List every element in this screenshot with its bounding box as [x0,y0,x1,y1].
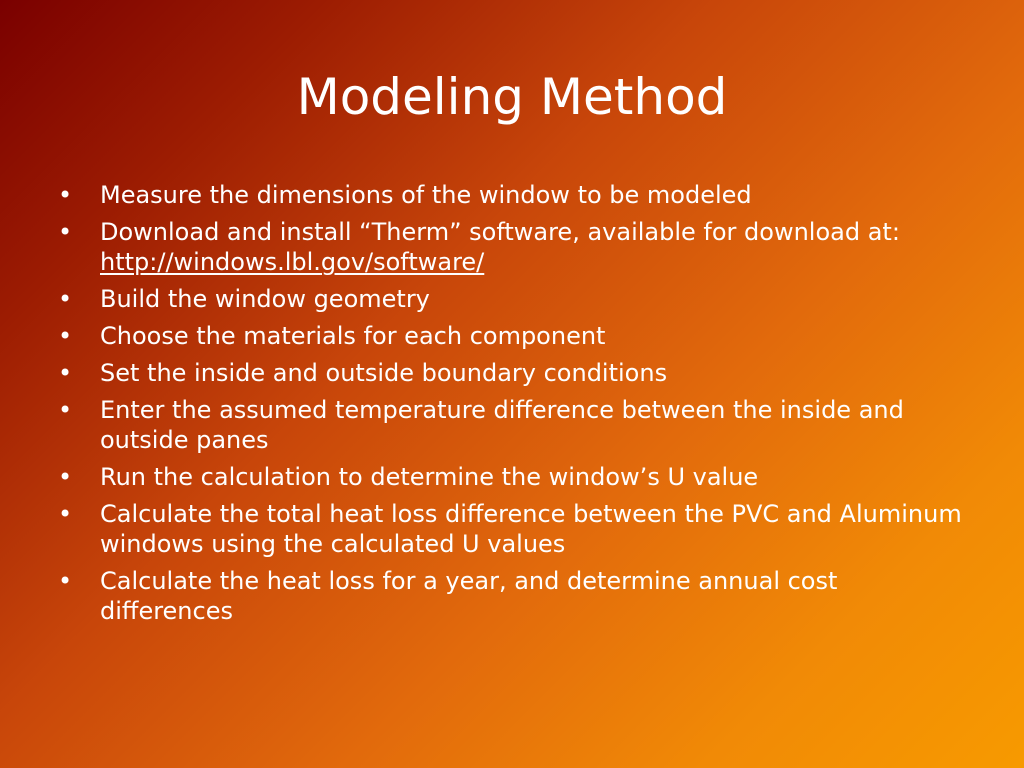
bullet-icon: • [58,218,73,246]
list-item [56,180,976,210]
bullet-icon: • [58,285,73,313]
bullet-text: Choose the materials for each component [100,322,606,350]
list-item [56,217,976,277]
list-item [56,358,976,388]
bullet-icon: • [58,322,73,350]
slide-title: Modeling Method [296,68,728,126]
list-item [56,566,976,626]
list-item [56,462,976,492]
bullet-icon: • [58,181,73,209]
therm-download-link[interactable]: http://windows.lbl.gov/software/ [100,248,485,276]
list-item [56,321,976,351]
bullet-text: Calculate the heat loss for a year, and determine annual cost differences [100,567,838,625]
bullet-text: Download and install “Therm” software, available for download at: [100,218,900,246]
bullet-text: Enter the assumed temperature difference between the inside and outside panes [100,396,904,454]
bullet-icon: • [58,396,73,424]
bullet-text: Measure the dimensions of the window to be modeled [100,181,752,209]
bullet-icon: • [58,359,73,387]
list-item [56,284,976,314]
bullet-text: Run the calculation to determine the window’s U value [100,463,759,491]
list-item [56,499,976,559]
bullet-list [56,180,976,633]
bullet-icon: • [58,500,73,528]
list-item [56,395,976,455]
bullet-text: Build the window geometry [100,285,430,313]
bullet-icon: • [58,567,73,595]
bullet-text: Set the inside and outside boundary conditions [100,359,668,387]
bullet-text: Calculate the total heat loss difference between the PVC and Aluminum windows using the calculated U values [100,500,962,558]
bullet-icon: • [58,463,73,491]
